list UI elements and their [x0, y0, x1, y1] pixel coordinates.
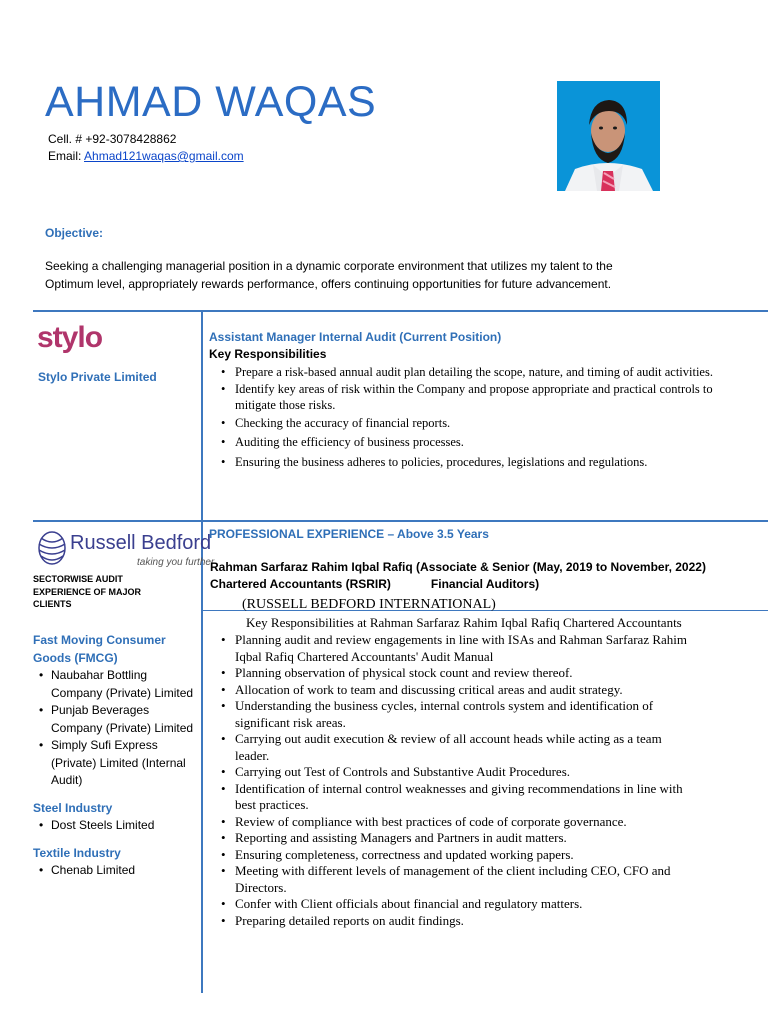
stylo-company: Stylo Private Limited	[38, 370, 157, 384]
russell-responsibilities	[209, 632, 699, 929]
column-divider	[201, 310, 203, 993]
list-item: • Understanding the business cycles, internal controls system and identification of significant risk areas.	[209, 698, 699, 731]
russell-bedford-logo	[37, 528, 215, 572]
globe-icon	[37, 530, 67, 566]
list-item: • Punjab Beverages Company (Private) Limited	[33, 702, 198, 737]
list-item: • Simply Sufi Express (Private) Limited (Internal Audit)	[33, 737, 198, 790]
sector-textile: Textile Industry	[33, 845, 121, 860]
list-item: • Ensuring the business adheres to policies, procedures, legislations and regulations.	[209, 454, 729, 471]
objective-line-2: Optimum level, appropriately rewards performance, offers continuing opportunities for future advancement.	[45, 277, 612, 291]
list-item: • Preparing detailed reports on audit findings.	[209, 913, 699, 930]
candidate-name: AHMAD WAQAS	[45, 78, 377, 126]
list-item: • Planning audit and review engagements in line with ISAs and Rahman Sarfaraz Rahim Iqbal Rafiq Chartered Accountants' Audit Manual	[209, 632, 699, 665]
russell-key-heading: Key Responsibilities at Rahman Sarfaraz Rahim Iqbal Rafiq Chartered Accountants	[246, 615, 682, 630]
email-link[interactable]: Ahmad121waqas@gmail.com	[84, 149, 244, 163]
russell-logo-tagline: taking you further	[137, 557, 215, 568]
stylo-key-heading: Key Responsibilities	[209, 347, 327, 361]
list-item: • Auditing the efficiency of business processes.	[209, 434, 729, 451]
stylo-logo	[37, 321, 102, 355]
list-item: • Ensuring completeness, correctness and updated working papers.	[209, 847, 699, 864]
firm-line-1: Rahman Sarfaraz Rahim Iqbal Rafiq (Associate & Senior (May, 2019 to November, 2022)	[210, 560, 706, 574]
sector-fmcg: Fast Moving Consumer Goods (FMCG)	[33, 633, 166, 665]
list-item: • Planning observation of physical stock count and review thereof.	[209, 665, 699, 682]
list-item: • Naubahar Bottling Company (Private) Limited	[33, 667, 198, 702]
network-name: (RUSSELL BEDFORD INTERNATIONAL)	[242, 597, 496, 612]
cell-number: Cell. # +92-3078428862	[48, 132, 177, 146]
email-label: Email:	[48, 149, 85, 163]
list-item: • Identify key areas of risk within the Company and propose appropriate and practical controls to mitigate those risks.	[209, 381, 729, 414]
stylo-responsibilities	[209, 364, 729, 470]
stylo-position: Assistant Manager Internal Audit (Current Position)	[209, 330, 502, 344]
experience-heading: PROFESSIONAL EXPERIENCE – Above 3.5 Years	[209, 527, 489, 541]
list-item: • Checking the accuracy of financial reports.	[209, 415, 729, 432]
email-line	[48, 149, 244, 163]
sector-list	[33, 632, 198, 880]
list-item: • Confer with Client officials about financial and regulatory matters.	[209, 896, 699, 913]
list-item: • Prepare a risk-based annual audit plan detailing the scope, nature, and timing of audit activities.	[209, 364, 729, 381]
list-item: • Dost Steels Limited	[33, 817, 198, 835]
list-item: • Reporting and assisting Managers and Partners in audit matters.	[209, 830, 699, 847]
firm-role: Financial Auditors)	[430, 577, 540, 591]
section-divider-middle	[33, 520, 768, 522]
objective-line-1: Seeking a challenging managerial position in a dynamic corporate environment that utilizes my talent to the	[45, 259, 613, 273]
list-item: • Carrying out Test of Controls and Substantive Audit Procedures.	[209, 764, 699, 781]
objective-heading: Objective:	[45, 226, 104, 240]
russell-logo-text: Russell Bedford	[70, 532, 212, 554]
sector-heading: SECTORWISE AUDIT EXPERIENCE OF MAJOR CLIENTS	[33, 574, 142, 609]
list-item: • Allocation of work to team and discussing critical areas and audit strategy.	[209, 682, 699, 699]
firm-line-2	[210, 577, 539, 591]
sector-steel: Steel Industry	[33, 800, 113, 815]
list-item: • Carrying out audit execution & review of all account heads while acting as a team leader.	[209, 731, 699, 764]
section-divider-top	[33, 310, 768, 312]
list-item: • Identification of internal control weaknesses and giving recommendations in line with best practices.	[209, 781, 699, 814]
list-item: • Review of compliance with best practices of code of corporate governance.	[209, 814, 699, 831]
list-item: • Meeting with different levels of management of the client including CEO, CFO and Directors.	[209, 863, 699, 896]
firm-name: Chartered Accountants (RSRIR)	[210, 577, 391, 591]
objective-text	[45, 257, 745, 293]
stylo-logo-text: stylo	[37, 321, 103, 354]
profile-photo	[557, 81, 660, 191]
list-item: • Chenab Limited	[33, 862, 198, 880]
